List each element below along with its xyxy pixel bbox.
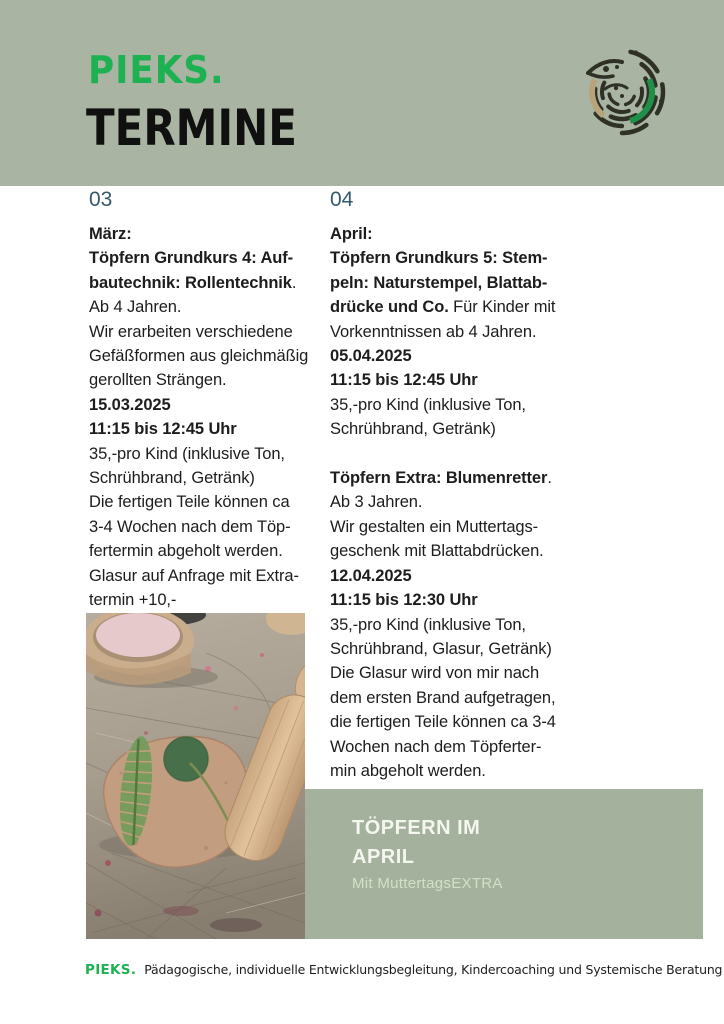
- column-text: [89, 222, 324, 613]
- text-line: Ab 3 Jahren.: [330, 493, 423, 512]
- text-line: Schrühbrand, Getränk): [330, 420, 496, 439]
- text-line: 35,-pro Kind (inklusive Ton,: [330, 395, 526, 414]
- promo-title-line2: APRIL: [352, 846, 415, 868]
- column-number: 04: [330, 188, 354, 211]
- text-line: Vorkenntnissen ab 4 Jahren.: [330, 322, 537, 341]
- text-line: termin +10,-: [89, 591, 177, 610]
- column-text: [330, 222, 600, 783]
- text-line: bautechnik: Rollentechnik.: [89, 273, 297, 292]
- text-line: Schrühbrand, Glasur, Getränk): [330, 639, 552, 658]
- text-line: fertermin abgeholt werden.: [89, 542, 283, 561]
- text-line: Ab 4 Jahren.: [89, 298, 182, 317]
- text-line: Töpfern Grundkurs 4: Auf-: [89, 249, 294, 268]
- column-march: [89, 188, 324, 613]
- text-line: Wir gestalten ein Muttertags-: [330, 517, 539, 536]
- text-line: [330, 442, 600, 466]
- text-line: 11:15 bis 12:45 Uhr: [89, 420, 237, 439]
- text-line: 3-4 Wochen nach dem Töp-: [89, 517, 291, 536]
- text-line: 11:15 bis 12:30 Uhr: [330, 591, 478, 610]
- text-line: Schrühbrand, Getränk): [89, 469, 255, 488]
- text-line: 15.03.2025: [89, 395, 171, 414]
- footer-tagline: Pädagogische, individuelle Entwicklungsbegleitung, Kindercoaching und Systemische Beratung: [144, 962, 723, 977]
- text-line: Töpfern Extra: Blumenretter.: [330, 469, 552, 488]
- text-line: gerollten Strängen.: [89, 371, 227, 390]
- promo-subtitle: Mit MuttertagsEXTRA: [352, 875, 503, 892]
- pottery-photo: [86, 613, 305, 939]
- text-line: peln: Naturstempel, Blattab-: [330, 273, 548, 292]
- promo-box: [305, 789, 703, 939]
- text-line: Glasur auf Anfrage mit Extra-: [89, 566, 299, 585]
- text-line: 12.04.2025: [330, 566, 412, 585]
- text-line: min abgeholt werden.: [330, 761, 486, 780]
- page-title: TERMINE: [86, 99, 297, 157]
- hedgehog-logo-icon: [572, 33, 672, 145]
- footer-brand-wordmark: PIEKS.: [85, 962, 137, 978]
- text-line: Die Glasur wird von mir nach: [330, 664, 540, 683]
- text-line: Wir erarbeiten verschiedene: [89, 322, 293, 341]
- text-line: drücke und Co. Für Kinder mit: [330, 298, 556, 317]
- column-april: [330, 188, 600, 783]
- text-line: Gefäßformen aus gleichmäßig: [89, 347, 309, 366]
- footer: [85, 962, 722, 978]
- promo-title-line1: TÖPFERN IM: [352, 817, 481, 839]
- text-line: 35,-pro Kind (inklusive Ton,: [330, 615, 526, 634]
- header-band: [0, 0, 724, 186]
- text-line: Töpfern Grundkurs 5: Stem-: [330, 249, 548, 268]
- text-line: Wochen nach dem Töpferter-: [330, 737, 542, 756]
- text-line: 05.04.2025: [330, 347, 412, 366]
- text-line: April:: [330, 225, 373, 243]
- text-line: Die fertigen Teile können ca: [89, 493, 290, 512]
- text-line: die fertigen Teile können ca 3-4: [330, 713, 556, 732]
- brand-wordmark: PIEKS.: [88, 48, 225, 92]
- text-line: dem ersten Brand aufgetragen,: [330, 688, 556, 707]
- text-line: 35,-pro Kind (inklusive Ton,: [89, 444, 285, 463]
- column-number: 03: [89, 188, 113, 211]
- text-line: März:: [89, 225, 132, 243]
- text-line: 11:15 bis 12:45 Uhr: [330, 371, 478, 390]
- text-line: geschenk mit Blattabdrücken.: [330, 542, 544, 561]
